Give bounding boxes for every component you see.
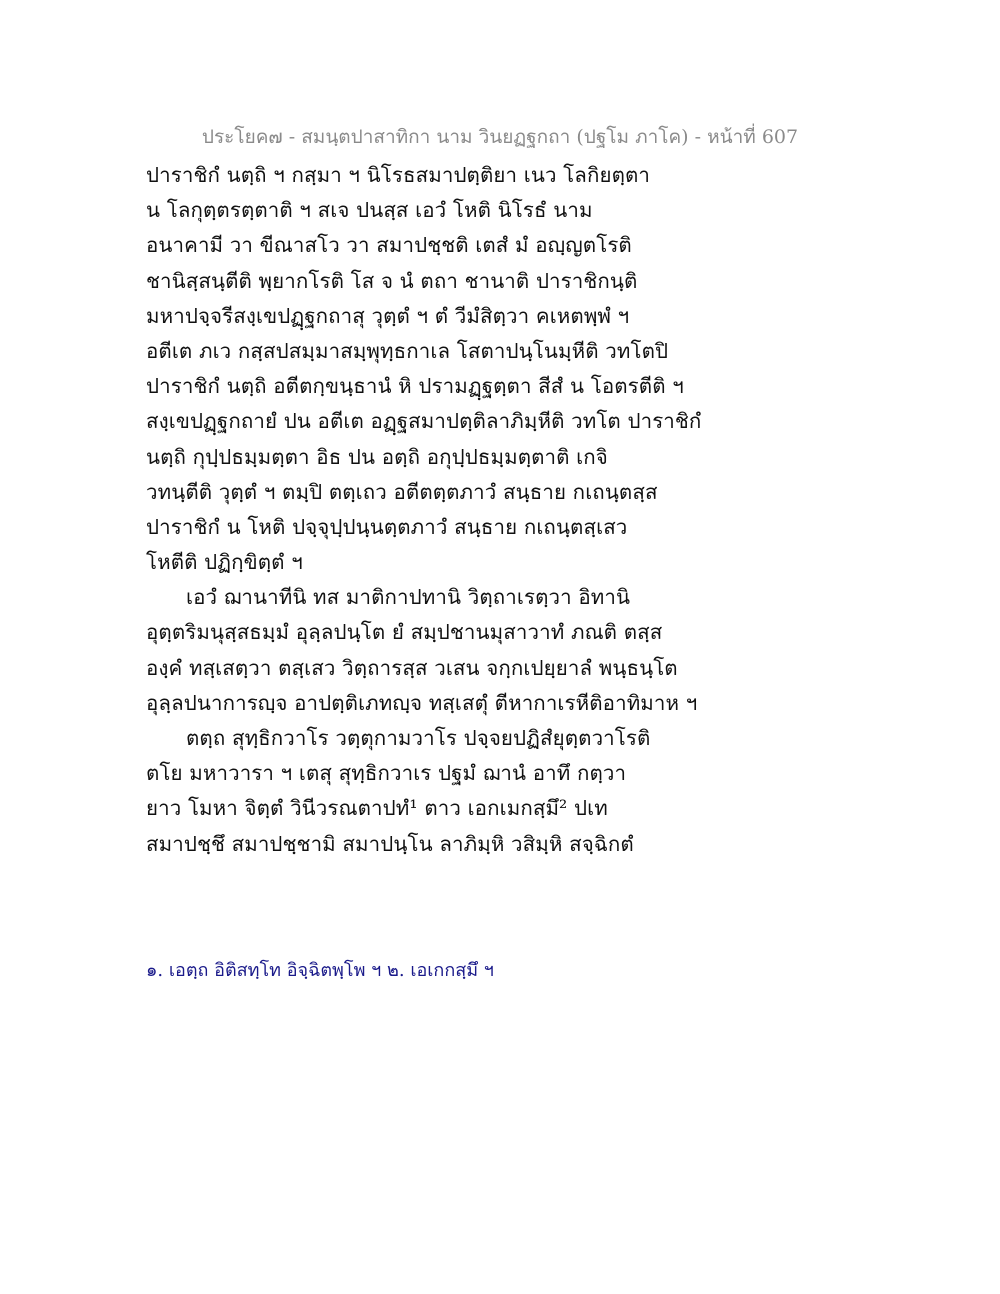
text-line: ปาราชิกํ นตฺถิ อตีตกฺขนฺธานํ หิ ปรามฏฺฐตฺตา สีสํ น โอตรตีติ ฯ: [146, 374, 684, 399]
text-line: อตีเต ภเว กสฺสปสมฺมาสมฺพุทฺธกาเล โสตาปนฺโนมฺหีติ วทโตปิ: [146, 338, 669, 363]
text-line: อนาคามี วา ขีณาสโว วา สมาปชฺชติ เตสํ มํ อญฺญตโรติ: [146, 233, 632, 258]
text-line: ตตฺถ สุทฺธิกวาโร วตฺตุกามวาโร ปจฺจยปฏิสํยุตฺตวาโรติ: [186, 726, 651, 750]
text-line: วทนฺตีติ วุตฺตํ ฯ ตมฺปิ ตตฺเถว อตีตตฺตภาวํ สนฺธาย กเถนฺตสฺส: [146, 479, 658, 504]
text-line: ปาราชิกํ นตฺถิ ฯ กสฺมา ฯ นิโรธสมาปตฺติยา เนว โลกิยตฺตา: [146, 163, 651, 187]
text-line: สมาปชฺชึ สมาปชฺชามิ สมาปนฺโน ลาภิมฺหิ วสิมฺหิ สจฺฉิกตํ: [146, 831, 634, 856]
text-line: โหตีติ ปฏิกฺขิตฺตํ ฯ: [146, 550, 303, 575]
body-text: [146, 158, 866, 862]
text-line: ชานิสฺสนฺตีติ พฺยากโรติ โส จ นํ ตถา ชานาติ ปาราชิกนฺติ: [146, 268, 638, 293]
text-line: เอวํ ฌานาทีนิ ทส มาติกาปทานิ วิตฺถาเรตฺวา อิทานิ: [186, 585, 631, 610]
text-line: อุลฺลปนาการญฺจ อาปตฺติเภทญฺจ ทสฺเสตุํ ตีหากาเรหีติอาทิมาห ฯ: [146, 690, 698, 715]
footnote: ๑. เอตฺถ อิติสทฺโท อิจฺฉิตพฺโพ ฯ ๒. เอเกกสฺมึ ฯ: [146, 960, 494, 981]
text-line: สงฺเขปฏฺฐกถายํ ปน อตีเต อฏฺฐสมาปตฺติลาภิมฺหีติ วทโต ปาราชิกํ: [146, 409, 702, 434]
text-line: ยาว โมหา จิตฺตํ วินีวรณตาปทํ¹ ตาว เอกเมกสฺมึ² ปเท: [146, 796, 608, 821]
text-line: อุตฺตริมนุสฺสธมฺมํ อุลฺลปนฺโต ยํ สมฺปชานมุสาวาทํ ภณติ ตสฺส: [146, 620, 663, 645]
text-line: มหาปจฺจรีสงฺเขปฏฺฐกถาสุ วุตฺตํ ฯ ตํ วีมํสิตฺวา คเหตพฺพํ ฯ: [146, 303, 630, 328]
text-line: องฺคํ ทสฺเสตฺวา ตสฺเสว วิตฺถารสฺส วเสน จกฺกเปยฺยาลํ พนฺธนฺโต: [146, 655, 678, 680]
page-header: ประโยค๗ - สมนฺตปาสาทิกา นาม วินยฏฐกถา (ปฐโม ภาโค) - หน้าที่ 607: [201, 126, 799, 148]
text-line: ปาราชิกํ น โหติ ปจฺจุปฺปนฺนตฺตภาวํ สนฺธาย กเถนฺตสฺเสว: [146, 514, 628, 539]
text-line: ตโย มหาวารา ฯ เตสุ สุทฺธิกวาเร ปฐมํ ฌานํ อาทึ กตฺวา: [146, 761, 627, 786]
text-line: น โลกุตฺตรตฺตาติ ฯ สเจ ปนสฺส เอวํ โหติ นิโรธํ นาม: [146, 198, 593, 223]
text-line: นตฺถิ กุปฺปธมฺมตฺตา อิธ ปน อตฺถิ อกุปฺปธมฺมตฺตาติ เกจิ: [146, 444, 608, 469]
